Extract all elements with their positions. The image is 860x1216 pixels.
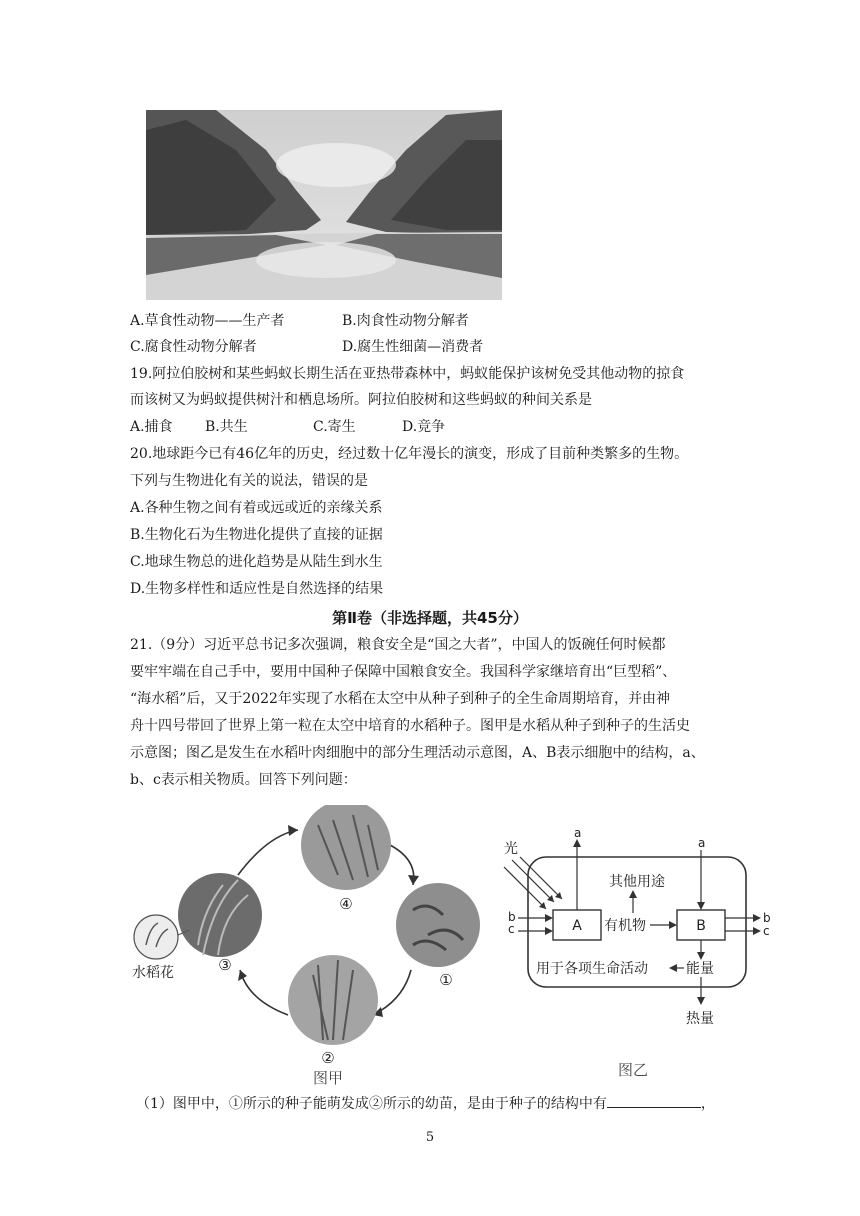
rice-flower-label: 水稻花 bbox=[132, 965, 174, 981]
a-out-label: a bbox=[574, 826, 582, 840]
q21-sub1-text: （1）图甲中，①所示的种子能萌发成②所示的幼苗，是由于种子的结构中有 bbox=[136, 1096, 607, 1112]
q21-stem-line4: 舟十四号带回了世界上第一粒在太空中培育的水稻种子。图甲是水稻从种子到种子的生活史 bbox=[130, 718, 690, 734]
arrow-4-to-1-icon bbox=[408, 875, 419, 885]
q21-sub1 bbox=[136, 1093, 715, 1115]
q21-stem-line5: 示意图；图乙是发生在水稻叶肉细胞中的部分生理活动示意图，A、B表示细胞中的结构，a、 bbox=[130, 745, 705, 761]
q18-option-d: D.腐生性细菌—消费者 bbox=[342, 339, 484, 355]
figure-jia-caption: 图甲 bbox=[312, 1069, 344, 1085]
stage-4-image bbox=[301, 805, 391, 890]
q19-option-d: D.竞争 bbox=[402, 419, 446, 435]
rice-flower-image bbox=[134, 915, 178, 959]
q21-stem-line2: 要牢牢端在自己手中，要用中国种子保障中国粮食安全。我国科学家继培育出“巨型稻”、 bbox=[130, 664, 677, 680]
q19-option-c: C.寄生 bbox=[313, 419, 356, 435]
stage-3-label: ③ bbox=[218, 956, 232, 974]
q18-option-a: A.草食性动物——生产者 bbox=[130, 313, 285, 329]
q21-sub1-end: ， bbox=[700, 1096, 715, 1112]
q20-option-d: D.生物多样性和适应性是自然选择的结果 bbox=[130, 581, 384, 597]
q20-option-c: C.地球生物总的进化趋势是从陆生到水生 bbox=[130, 554, 383, 570]
figure-yi-caption: 图乙 bbox=[617, 1061, 649, 1079]
q19-option-b: B.共生 bbox=[205, 419, 248, 435]
arrow-2-to-3-icon bbox=[238, 970, 247, 981]
b-out-label: b bbox=[763, 911, 771, 925]
organic-matter-label: 有机物 bbox=[604, 918, 646, 934]
answer-blank[interactable] bbox=[607, 1093, 701, 1108]
b-in-label: b bbox=[508, 910, 516, 924]
light-label: 光 bbox=[504, 841, 518, 857]
q21-stem-line1: 21.（9分）习近平总书记多次强调，粮食安全是“国之大者”，中国人的饭碗任何时候都 bbox=[130, 637, 666, 653]
q18-option-c: C.腐食性动物分解者 bbox=[130, 339, 257, 355]
figure-area bbox=[128, 805, 788, 1085]
c-out-label: c bbox=[763, 924, 770, 938]
c-in-label: c bbox=[508, 922, 515, 936]
q21-stem-line6: b、c表示相关物质。回答下列问题： bbox=[130, 772, 357, 788]
figure-yi bbox=[504, 826, 771, 1079]
structure-a-label: A bbox=[572, 918, 582, 934]
q19-stem-line2: 而该树又为蚂蚁提供树汁和栖息场所。阿拉伯胶树和这些蚂蚁的种间关系是 bbox=[130, 392, 592, 408]
q20-option-a: A.各种生物之间有着或远或近的亲缘关系 bbox=[130, 500, 383, 516]
stage-1-label: ① bbox=[439, 971, 453, 989]
figure-jia bbox=[132, 805, 480, 1085]
energy-label: 能量 bbox=[686, 961, 714, 977]
stage-4-label: ④ bbox=[339, 895, 353, 913]
landscape-photo bbox=[146, 110, 502, 300]
life-activity-label: 用于各项生命活动 bbox=[536, 961, 648, 977]
a-in-label: a bbox=[698, 836, 706, 850]
stage-1-image bbox=[396, 883, 480, 967]
structure-b-label: B bbox=[696, 918, 706, 934]
q19-option-a: A.捕食 bbox=[130, 419, 173, 435]
other-use-label: 其他用途 bbox=[609, 874, 665, 890]
page-number: 5 bbox=[425, 1130, 435, 1145]
q18-option-b: B.肉食性动物分解者 bbox=[342, 313, 469, 329]
heat-label: 热量 bbox=[686, 1011, 714, 1027]
q20-stem-line2: 下列与生物进化有关的说法，错误的是 bbox=[130, 473, 368, 489]
q21-stem-line3: “海水稻”后，又于2022年实现了水稻在太空中从种子到种子的全生命周期培育，并由神 bbox=[130, 691, 670, 707]
q20-option-b: B.生物化石为生物进化提供了直接的证据 bbox=[130, 527, 383, 543]
q19-stem-line1: 19.阿拉伯胶树和某些蚂蚁长期生活在亚热带森林中，蚂蚁能保护该树免受其他动物的掠食 bbox=[130, 366, 685, 382]
arrow-3-to-4-icon bbox=[288, 825, 298, 836]
section-title: 第Ⅱ卷（非选择题，共45分） bbox=[332, 609, 528, 627]
stage-2-label: ② bbox=[321, 1049, 335, 1067]
q20-stem-line1: 20.地球距今已有46亿年的历史，经过数十亿年漫长的演变，形成了目前种类繁多的生物。 bbox=[130, 446, 689, 462]
